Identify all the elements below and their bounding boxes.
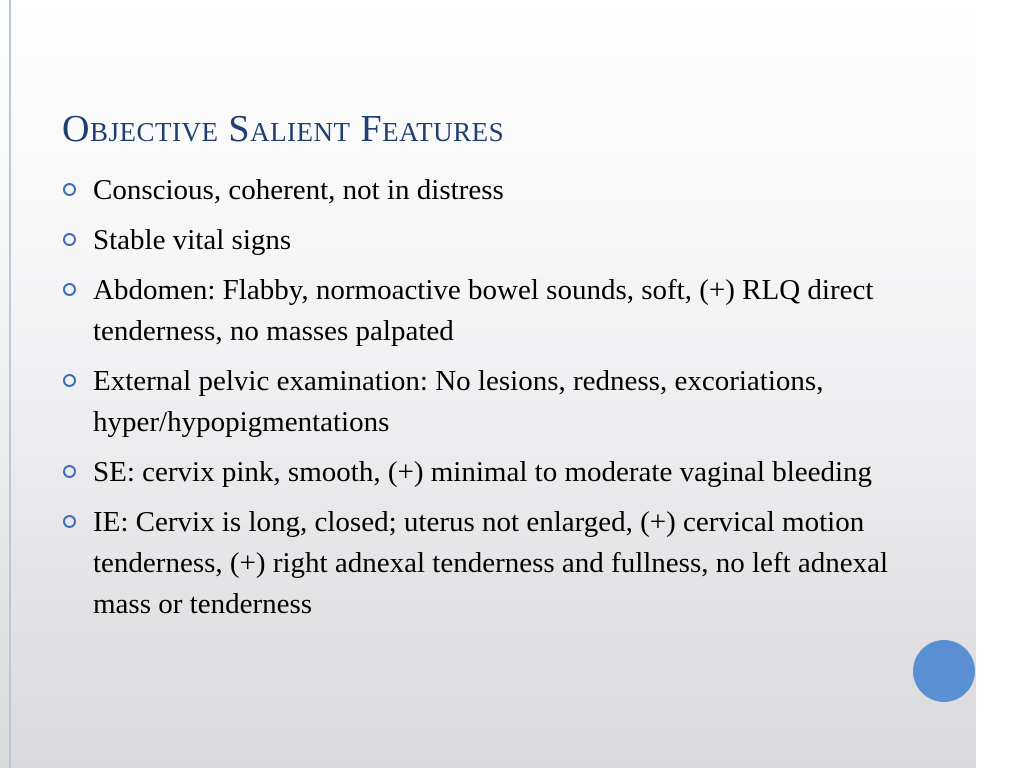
- bullet-item: [62, 361, 892, 443]
- right-decorative-frame: [976, 0, 1024, 768]
- bullet-item: [62, 170, 892, 211]
- bullet-text: IE: Cervix is long, closed; uterus not enlarged, (+) cervical motion tenderness, (+) right adnexal tenderness and fullness, no left adnexal mass or tenderness: [93, 506, 889, 620]
- bullet-text: SE: cervix pink, smooth, (+) minimal to moderate vaginal bleeding: [93, 456, 873, 488]
- decorative-circle: [913, 640, 975, 702]
- bullet-ring-icon: [63, 515, 76, 528]
- bullet-item: [62, 502, 892, 625]
- bullet-text: Stable vital signs: [93, 224, 292, 256]
- bullet-list: [62, 170, 892, 634]
- bullet-text: External pelvic examination: No lesions, redness, excoriations, hyper/hypopigmentations: [93, 365, 824, 438]
- bullet-ring-icon: [63, 465, 76, 478]
- bullet-text: Conscious, coherent, not in distress: [93, 174, 504, 206]
- bullet-ring-icon: [63, 183, 76, 196]
- bullet-item: [62, 220, 892, 261]
- left-border-line: [9, 0, 11, 768]
- bullet-ring-icon: [63, 374, 76, 387]
- bullet-ring-icon: [63, 233, 76, 246]
- slide-title: Objective Salient Features: [62, 108, 505, 150]
- bullet-ring-icon: [63, 283, 76, 296]
- bullet-item: [62, 452, 892, 493]
- bullet-item: [62, 270, 892, 352]
- bullet-text: Abdomen: Flabby, normoactive bowel sounds, soft, (+) RLQ direct tenderness, no masses palpated: [93, 274, 874, 347]
